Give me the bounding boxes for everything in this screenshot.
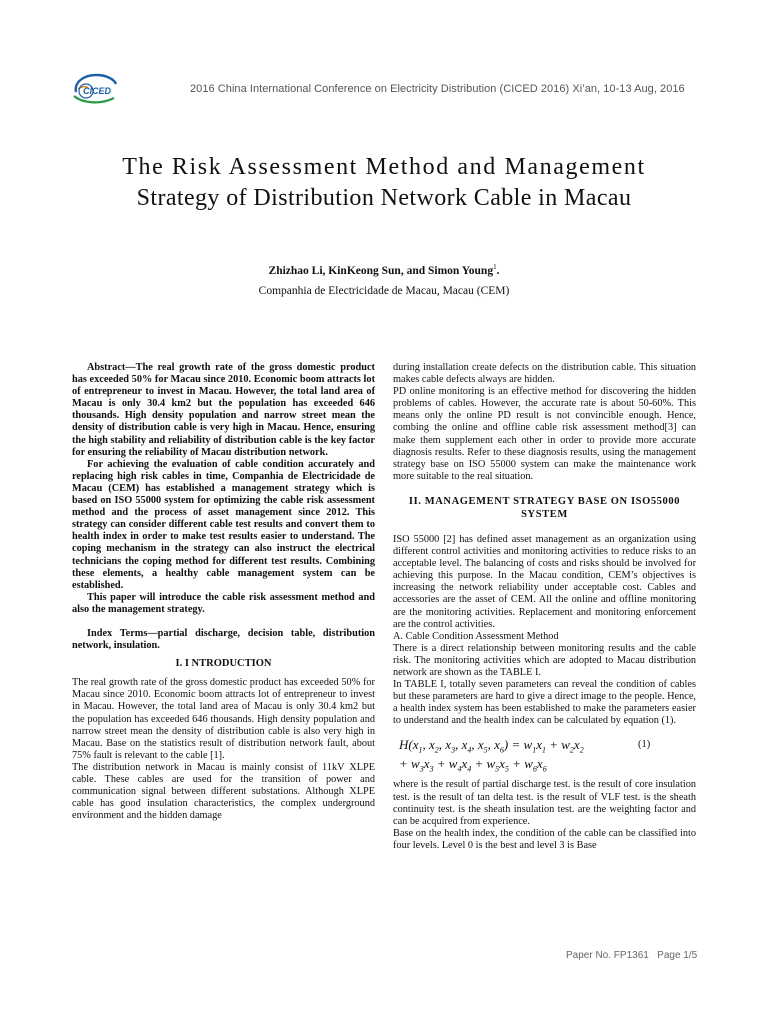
affiliation: Companhia de Electricidade de Macau, Macau (CEM)	[258, 285, 510, 297]
abstract-paragraph-3: This paper will introduce the cable risk assessment method and also the management strategy.	[72, 591, 375, 615]
index-terms: Index Terms—partial discharge, decision table, distribution network, insulation.	[72, 627, 375, 652]
equation-line-2: + $w_3x_3 + w_4x_4 + w_5x_5 + w_6x_6$	[399, 756, 547, 775]
section-2-heading: II. MANAGEMENT STRATEGY BASE ON ISO55000 SYSTEM	[408, 495, 681, 520]
body-paragraph-6: where is the result of partial discharge test. is the result of core insulation test. is the result of tan delta test. is the result of VLF test. is the sheath continuity test. is the sheath insulation test. are the weighting factor and can be acquired from experience.	[393, 779, 696, 827]
paper-number: Paper No. FP1361	[566, 950, 649, 961]
author-footnote-mark: 1	[493, 263, 497, 271]
body-paragraph-4: There is a direct relationship between monitoring results and the cable risk. The monitoring activities which are adopted to Macau distribution network are shown as the TABLE I.	[393, 642, 696, 678]
intro-paragraph-2: The distribution network in Macau is mainly consist of 11kV XLPE cable. These cables are used for the transition of power and communication signal between different substations. Although XLPE cable has good insulation characteristics, the complex underground environment and the hidden damage	[72, 761, 375, 822]
left-column	[72, 362, 375, 822]
title-line-2: Strategy of Distribution Network Cable in Macau	[136, 185, 632, 211]
page-number: Page 1/5	[657, 950, 698, 961]
equation-number: (1)	[638, 739, 651, 751]
right-column	[393, 362, 696, 852]
paper-title	[40, 152, 728, 214]
equation-line-1: $H(x_1$, $x_2$, $x_3$, $x_4$, $x_5$, $x_6) = w_1x_1 + w_2x_2$	[399, 737, 584, 756]
authors-text: Zhizhao Li, KinKeong Sun, and Simon Young	[268, 264, 494, 277]
body-paragraph-5: In TABLE I, totally seven parameters can reveal the condition of cables but these parameters are hard to give a direct image to the people. Hence, a health index system has been established to make the parameters easier to understand and the health index can be calculated by equation (1).	[393, 679, 696, 727]
body-paragraph-2: PD online monitoring is an effective method for discovering the hidden problems of cables. However, the accurate rate is about 50-60%. This means only the online PD result is not convincible enough. Hence, combing the online and offline cable risk assessment method[3] can make them supplement each other in order to provide more accurate diagnosis results. Refer to these diagnosis results, using the management strategy base on ISO 55000 system can make the maintenance work more suitable to the real situation.	[393, 386, 696, 482]
page-footer	[566, 950, 697, 961]
body-paragraph-1: during installation create defects on the distribution cable. This situation makes cable defects always are hidden.	[393, 362, 696, 386]
body-paragraph-7: Base on the health index, the condition of the cable can be classified into four levels. Level 0 is the best and level 3 is Base	[393, 827, 696, 851]
body-paragraph-3: ISO 55000 [2] has defined asset management as an organization using different control activities and monitoring activities to reduce risks to an acceptable level. The balancing of costs and risks should be involved for achieving this purpose. In the Macau condition, CEM’s objectives is increasing the network reliability under acceptable cost. Cables and accessories are the asset of CEM. All the online and offline monitoring are the monitoring activities. Replacement and monitoring enforcement are the control activities.	[393, 533, 696, 630]
title-line-1: The Risk Assessment Method and Management	[122, 154, 646, 180]
abstract-paragraph: Abstract—The real growth rate of the gross domestic product has exceeded 50% for Macau since 2010. Economic boom attracts lot of entrepreneur to invest in Macau. However, the total land area of Macau is only 30.4 km2 but the population has exceeded 646 thousands. High density population and narrow street mean the density of distribution cable is very high in Macau. Hence, ensuring the high stability and reliability of distribution cable is the key factor for ensuring the reliability of Macau distribution network.	[72, 362, 375, 458]
author-list: Zhizhao Li, KinKeong Sun, and Simon Young$^1$.	[268, 263, 500, 277]
section-1-heading: I. I NTRODUCTION	[175, 658, 272, 670]
subsection-a-heading: A. Cable Condition Assessment Method	[393, 630, 559, 642]
logo-text: CICED	[83, 86, 112, 96]
conference-header: 2016 China International Conference on Electricity Distribution (CICED 2016) Xi’an, 10-13 Aug, 2016	[190, 83, 685, 95]
equation-1	[393, 739, 696, 775]
ciced-logo	[70, 72, 120, 106]
abstract-paragraph-2: For achieving the evaluation of cable condition accurately and replacing high risk cables in time, Companhia de Electricidade de Macau (CEM) has established a management strategy which is based on ISO 55000 system for optimizing the cable risk assessment method and the process of asset management since 2012. This strategy can consider different cable test results and convert them to health index in order to make test results easier to understand. The coping mechanism in the strategy can also instruct the electrical technicians the coping method for different test results. Combining these elements, a healthy cable management system can be established.	[72, 458, 375, 591]
intro-paragraph-1: The real growth rate of the gross domestic product has exceeded 50% for Macau since 2010. Economic boom attracts lot of entrepreneur to invest in Macau. However, the total land area of Macau is only 30.4 km2 but the population has exceeded 646 thousands. High density population and narrow street mean the density of distribution cable is also very high in Macau. Base on the statistics result of distribution network fault, about 75% fault is relevant to the cable [1].	[72, 677, 375, 761]
